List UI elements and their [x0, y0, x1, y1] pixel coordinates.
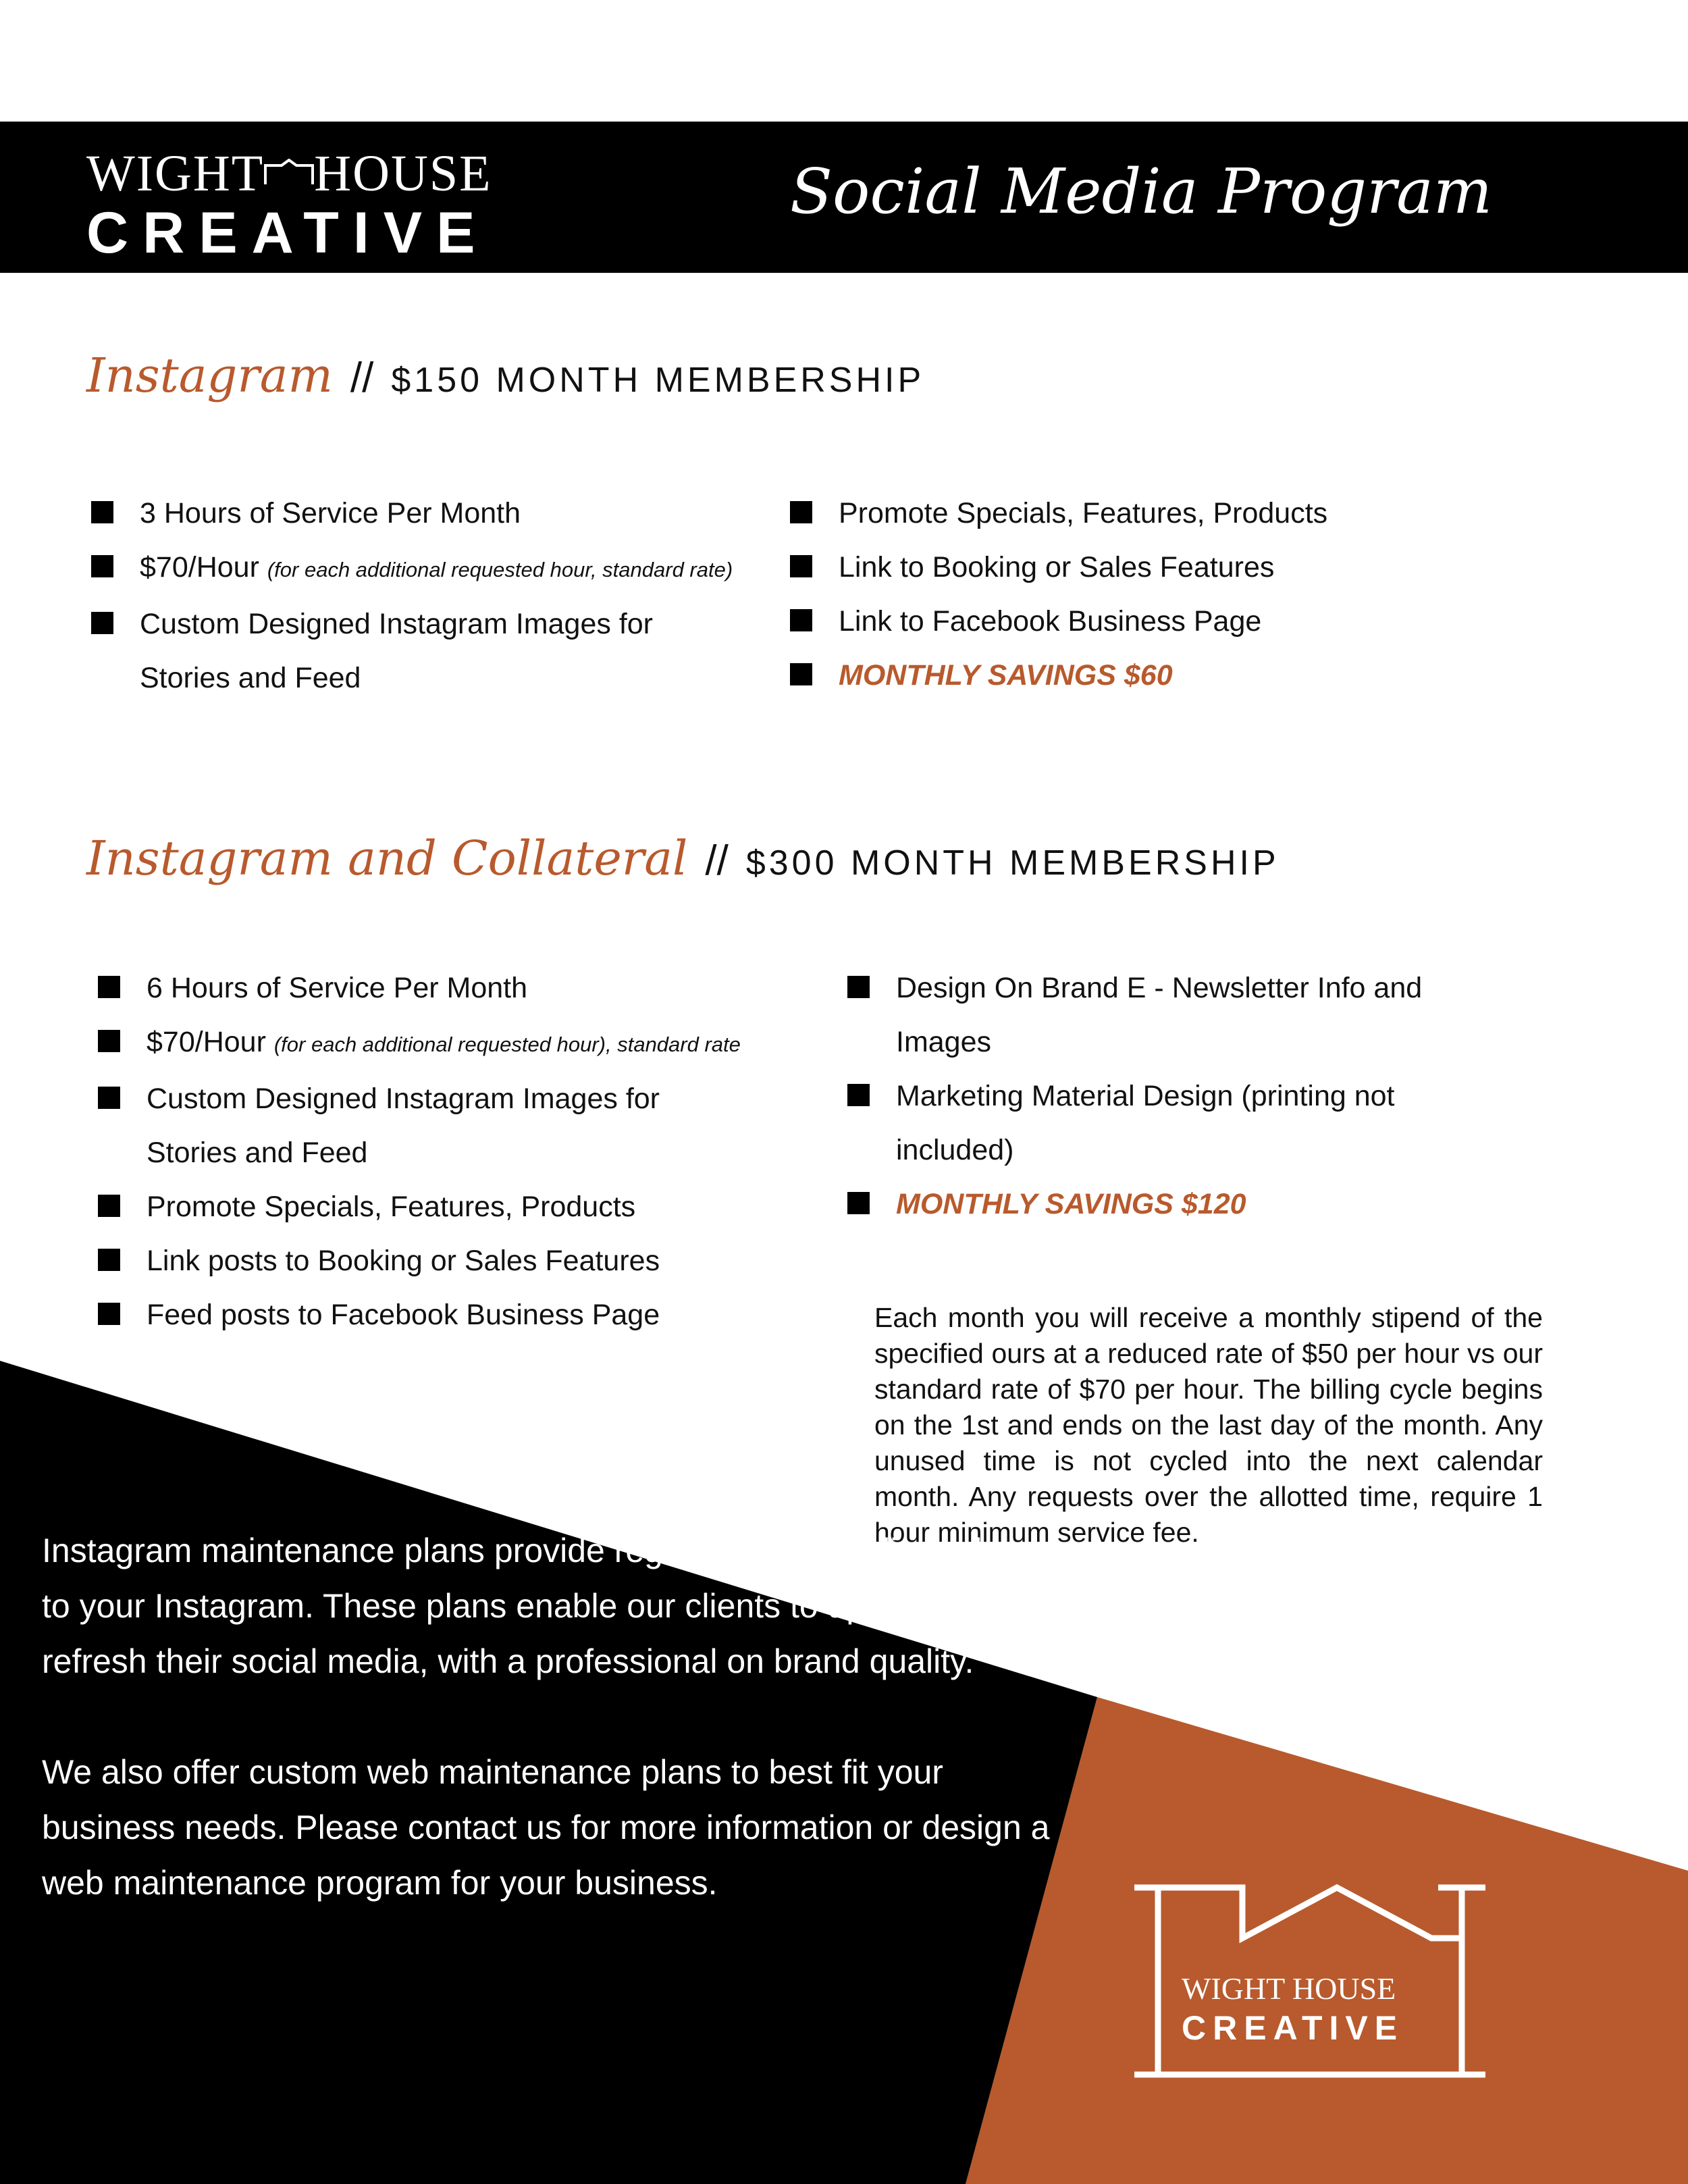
item-text: $70/Hour [147, 1026, 274, 1058]
logo-bottom-line: CREATIVE [86, 201, 490, 265]
square-bullet-icon [98, 1303, 120, 1325]
square-bullet-icon [98, 1030, 120, 1052]
item-text: Custom Designed Instagram Images for Stories and Feed [147, 1083, 660, 1169]
plan1-name: Instagram [86, 348, 333, 403]
stipend-description: Each month you will receive a monthly stipend of the specified ours at a reduced rate of $50 per hour vs our standard rate of $70 per hour. The billing cycle begins on the 1st and ends on the last day of the month. Any unused time is not cycled into the next calendar month. Any requests over the allotted time, require 1 hour minimum service fee. [874, 1302, 1543, 1548]
list-item [91, 486, 739, 540]
square-bullet-icon [847, 976, 870, 998]
list-item [98, 1180, 861, 1234]
list-item [790, 540, 1533, 594]
item-text: Link to Booking or Sales Features [839, 551, 1275, 583]
footer-house-logo [1134, 1884, 1485, 2080]
house-roof-icon [264, 159, 314, 186]
square-bullet-icon [790, 555, 812, 577]
list-item [91, 540, 739, 597]
item-text: Link posts to Booking or Sales Features [147, 1245, 660, 1277]
plan1-separator: // [350, 355, 374, 401]
list-item [847, 1069, 1496, 1177]
plan1-right-list [790, 486, 1533, 702]
plan2-left-list [98, 961, 861, 1342]
square-bullet-icon [98, 1195, 120, 1217]
list-item [790, 486, 1533, 540]
item-text: 6 Hours of Service Per Month [147, 972, 528, 1004]
item-text: 3 Hours of Service Per Month [140, 497, 521, 529]
item-note: (for each additional requested hour, standard rate) [267, 558, 733, 581]
square-bullet-icon [790, 501, 812, 523]
plan1-price: $150 MONTH MEMBERSHIP [391, 361, 925, 400]
item-text: Link to Facebook Business Page [839, 605, 1262, 638]
square-bullet-icon [847, 1084, 870, 1106]
item-text: Promote Specials, Features, Products [147, 1191, 636, 1223]
footer-logo-line2: CREATIVE [1182, 2009, 1404, 2047]
logo-word-wight: WIGHT [86, 145, 265, 202]
paragraph-gap [42, 1689, 1095, 1744]
item-text: Custom Designed Instagram Images for Stories and Feed [140, 608, 653, 694]
square-bullet-icon [98, 1087, 120, 1109]
promo-paragraph-1: Instagram maintenance plans provide regular social media updates to your Instagram. These plans enable our clients to update and refresh their social media, with a professional on brand quality. [42, 1532, 1046, 1680]
list-item [98, 1015, 861, 1072]
list-item [98, 1072, 754, 1180]
list-item-savings [847, 1177, 1496, 1231]
plan2-name: Instagram and Collateral [86, 831, 688, 886]
plan2-separator: // [705, 837, 729, 884]
promo-text [42, 1523, 1095, 1910]
item-text: MONTHLY SAVINGS $120 [896, 1188, 1246, 1220]
item-text: Feed posts to Facebook Business Page [147, 1299, 660, 1331]
logo-top-line [86, 145, 546, 202]
item-note: (for each additional requested hour), standard rate [273, 1033, 741, 1056]
list-item-savings [790, 648, 1533, 702]
list-item [98, 1234, 861, 1288]
plan2-right-list [847, 961, 1496, 1231]
square-bullet-icon [91, 501, 113, 523]
square-bullet-icon [790, 609, 812, 631]
list-item [790, 594, 1533, 648]
square-bullet-icon [98, 976, 120, 998]
square-bullet-icon [847, 1192, 870, 1214]
list-item [98, 961, 861, 1015]
square-bullet-icon [98, 1249, 120, 1271]
plan2-price: $300 MONTH MEMBERSHIP [745, 843, 1280, 883]
list-item [98, 1288, 861, 1342]
footer-logo-line1: WIGHT HOUSE [1182, 1971, 1396, 2006]
square-bullet-icon [91, 555, 113, 577]
item-text: MONTHLY SAVINGS $60 [839, 659, 1173, 692]
logo-word-house: HOUSE [314, 145, 492, 202]
page-title: Social Media Program [790, 155, 1493, 228]
header-logo [86, 145, 546, 264]
promo-paragraph-2: We also offer custom web maintenance plans to best fit your business needs. Please contact us for more information or design a web maintenance program for your business. [42, 1753, 1050, 1902]
list-item [91, 597, 739, 705]
item-text: Promote Specials, Features, Products [839, 497, 1328, 529]
plan2-heading [86, 831, 1280, 886]
item-text: Marketing Material Design (printing not included) [896, 1080, 1395, 1166]
item-text: Design On Brand E - Newsletter Info and Images [896, 972, 1423, 1058]
square-bullet-icon [91, 612, 113, 634]
list-item [847, 961, 1496, 1069]
plan1-heading [86, 348, 924, 403]
square-bullet-icon [790, 663, 812, 685]
plan1-left-list [91, 486, 739, 705]
item-text: $70/Hour [140, 551, 267, 583]
